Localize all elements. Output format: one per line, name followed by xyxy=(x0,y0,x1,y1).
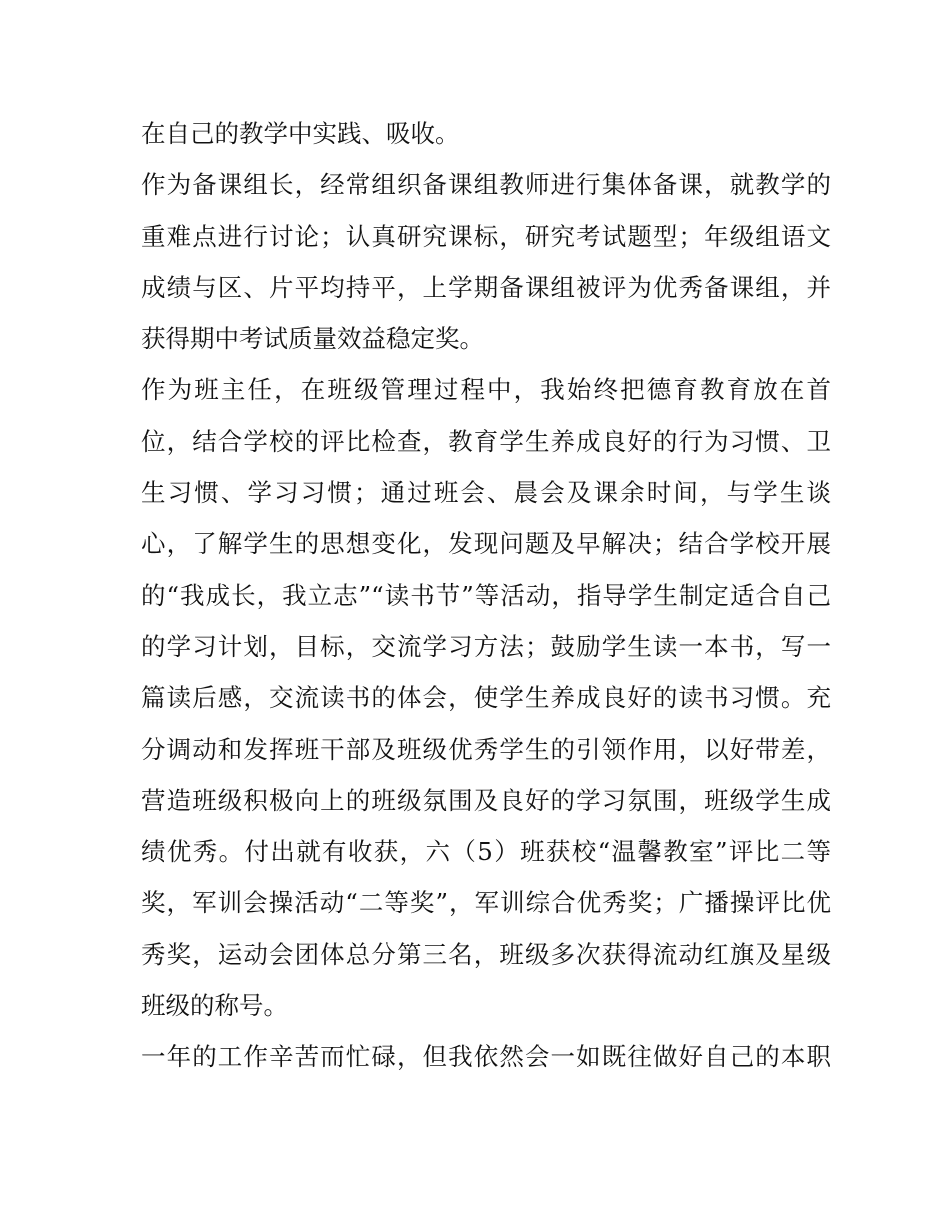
text-line: 在自己的教学中实践、吸收。 xyxy=(141,119,460,148)
text-line: 班级的称号。 xyxy=(141,991,288,1021)
text-line: 获得期中考试质量效益稳定奖。 xyxy=(141,324,484,354)
text-line: 作为备课组长，经常组织备课组教师进行集体备课，就教学的 xyxy=(141,170,831,200)
text-line: 篇读后感，交流读书的体会，使学生养成良好的读书习惯。充 xyxy=(141,683,831,713)
text-line: 成绩与区、片平均持平，上学期备课组被评为优秀备课组，并 xyxy=(141,272,831,302)
document-body xyxy=(141,108,831,1083)
text-line: 重难点进行讨论；认真研究课标，研究考试题型；年级组语文 xyxy=(141,221,831,251)
text-line: 位，结合学校的评比检查，教育学生养成良好的行为习惯、卫 xyxy=(141,426,831,456)
text-line: 生习惯、学习习惯；通过班会、晨会及课余时间，与学生谈 xyxy=(141,478,831,508)
text-line: 营造班级积极向上的班级氛围及良好的学习氛围，班级学生成 xyxy=(141,785,831,815)
text-line: 奖，军训会操活动“二等奖”，军训综合优秀奖；广播操评比优 xyxy=(141,888,831,918)
text-line: 作为班主任，在班级管理过程中，我始终把德育教育放在首 xyxy=(141,375,831,405)
text-line: 心，了解学生的思想变化，发现问题及早解决；结合学校开展 xyxy=(141,529,831,559)
text-line: 分调动和发挥班干部及班级优秀学生的引领作用，以好带差， xyxy=(141,734,831,764)
text-line: 的“我成长，我立志”“读书节”等活动，指导学生制定适合自己 xyxy=(141,580,831,610)
text-line: 绩优秀。付出就有收获，六（5）班获校“温馨教室”评比二等 xyxy=(141,837,831,867)
text-line: 的学习计划，目标，交流学习方法；鼓励学生读一本书，写一 xyxy=(141,631,831,661)
text-line: 秀奖，运动会团体总分第三名，班级多次获得流动红旗及星级 xyxy=(141,939,831,969)
text-line: 一年的工作辛苦而忙碌，但我依然会一如既往做好自己的本职 xyxy=(141,1042,831,1072)
